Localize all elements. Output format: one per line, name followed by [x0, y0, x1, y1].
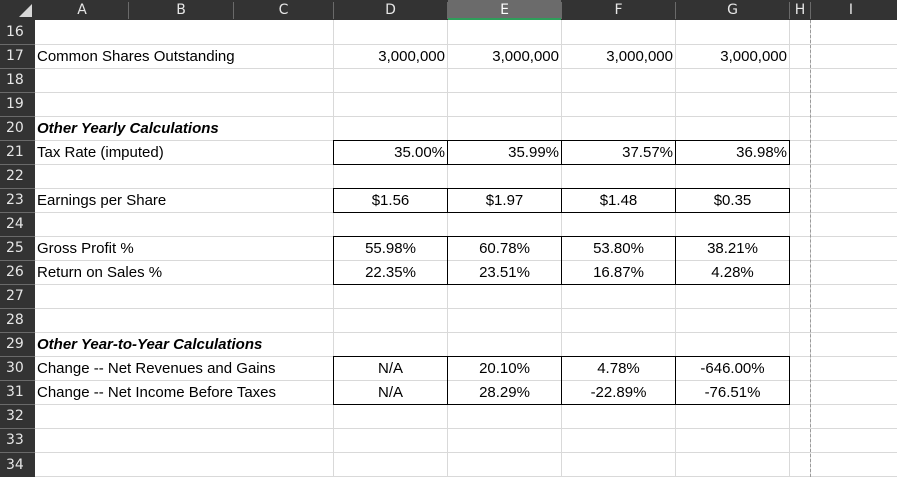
tax-rate-e[interactable]: 35.99%: [508, 144, 559, 161]
net-income-g[interactable]: -76.51%: [704, 384, 761, 401]
shares-value-e[interactable]: 3,000,000: [492, 48, 559, 65]
y2y-heading[interactable]: Other Year-to-Year Calculations: [37, 336, 263, 353]
row-header[interactable]: 21: [0, 141, 35, 164]
gridline: [35, 68, 897, 69]
tax-rate-label[interactable]: Tax Rate (imputed): [37, 144, 164, 161]
column-header-d[interactable]: D: [385, 2, 396, 18]
page-break-line: [810, 20, 811, 477]
row-header[interactable]: 16: [0, 20, 35, 44]
row-header[interactable]: 18: [0, 69, 35, 92]
row-header[interactable]: 22: [0, 165, 35, 188]
gross-profit-f[interactable]: 53.80%: [593, 240, 644, 257]
row-header[interactable]: 23: [0, 189, 35, 212]
net-income-d[interactable]: N/A: [377, 384, 403, 401]
net-revenues-d[interactable]: N/A: [377, 360, 403, 377]
column-header-a[interactable]: A: [77, 2, 87, 18]
row-header[interactable]: 26: [0, 261, 35, 284]
row-header[interactable]: 34: [0, 453, 35, 477]
row-header[interactable]: 19: [0, 93, 35, 116]
gross-profit-label[interactable]: Gross Profit %: [37, 240, 134, 257]
row-header[interactable]: 20: [0, 117, 35, 140]
select-all-icon: [19, 4, 32, 17]
gross-profit-g[interactable]: 38.21%: [707, 240, 758, 257]
eps-d[interactable]: $1.56: [371, 192, 410, 209]
column-header-c[interactable]: C: [278, 2, 289, 18]
row-header[interactable]: 32: [0, 405, 35, 428]
gridline: [35, 308, 897, 309]
select-all-corner[interactable]: [0, 0, 35, 20]
tax-rate-d[interactable]: 35.00%: [394, 144, 445, 161]
row-header[interactable]: 25: [0, 237, 35, 260]
eps-e[interactable]: $1.97: [485, 192, 524, 209]
column-header-g[interactable]: G: [727, 2, 738, 18]
gridline: [35, 452, 897, 453]
gross-profit-e[interactable]: 60.78%: [479, 240, 530, 257]
row-header[interactable]: 33: [0, 429, 35, 452]
shares-value-g[interactable]: 3,000,000: [720, 48, 787, 65]
column-header-b[interactable]: B: [176, 2, 186, 18]
row-header[interactable]: 27: [0, 285, 35, 308]
net-income-f[interactable]: -22.89%: [590, 384, 647, 401]
return-on-sales-d[interactable]: 22.35%: [365, 264, 416, 281]
net-revenues-g[interactable]: -646.00%: [700, 360, 765, 377]
row-header[interactable]: 31: [0, 381, 35, 404]
gross-profit-d[interactable]: 55.98%: [365, 240, 416, 257]
shares-label[interactable]: Common Shares Outstanding: [37, 48, 235, 65]
net-revenues-label[interactable]: Change -- Net Revenues and Gains: [37, 360, 276, 377]
tax-rate-f[interactable]: 37.57%: [622, 144, 673, 161]
yearly-heading[interactable]: Other Yearly Calculations: [37, 120, 219, 137]
row-header[interactable]: 29: [0, 333, 35, 356]
net-revenues-f[interactable]: 4.78%: [597, 360, 640, 377]
eps-f[interactable]: $1.48: [599, 192, 638, 209]
shares-value-d[interactable]: 3,000,000: [378, 48, 445, 65]
row-header[interactable]: 28: [0, 309, 35, 332]
eps-g[interactable]: $0.35: [713, 192, 752, 209]
column-header-f[interactable]: F: [614, 2, 623, 18]
row-header[interactable]: 24: [0, 213, 35, 236]
gridline: [35, 92, 897, 93]
column-header-e[interactable]: E: [448, 0, 561, 20]
eps-label[interactable]: Earnings per Share: [37, 192, 167, 209]
shares-value-f[interactable]: 3,000,000: [606, 48, 673, 65]
column-header-i[interactable]: I: [848, 2, 854, 18]
return-on-sales-e[interactable]: 23.51%: [479, 264, 530, 281]
net-income-e[interactable]: 28.29%: [479, 384, 530, 401]
row-header[interactable]: 17: [0, 45, 35, 68]
return-on-sales-label[interactable]: Return on Sales %: [37, 264, 163, 281]
return-on-sales-f[interactable]: 16.87%: [593, 264, 644, 281]
net-income-label[interactable]: Change -- Net Income Before Taxes: [37, 384, 277, 401]
return-on-sales-g[interactable]: 4.28%: [711, 264, 754, 281]
net-revenues-e[interactable]: 20.10%: [479, 360, 530, 377]
gridline: [35, 428, 897, 429]
tax-rate-g[interactable]: 36.98%: [736, 144, 787, 161]
row-header[interactable]: 30: [0, 357, 35, 380]
column-header-h[interactable]: H: [794, 2, 806, 18]
